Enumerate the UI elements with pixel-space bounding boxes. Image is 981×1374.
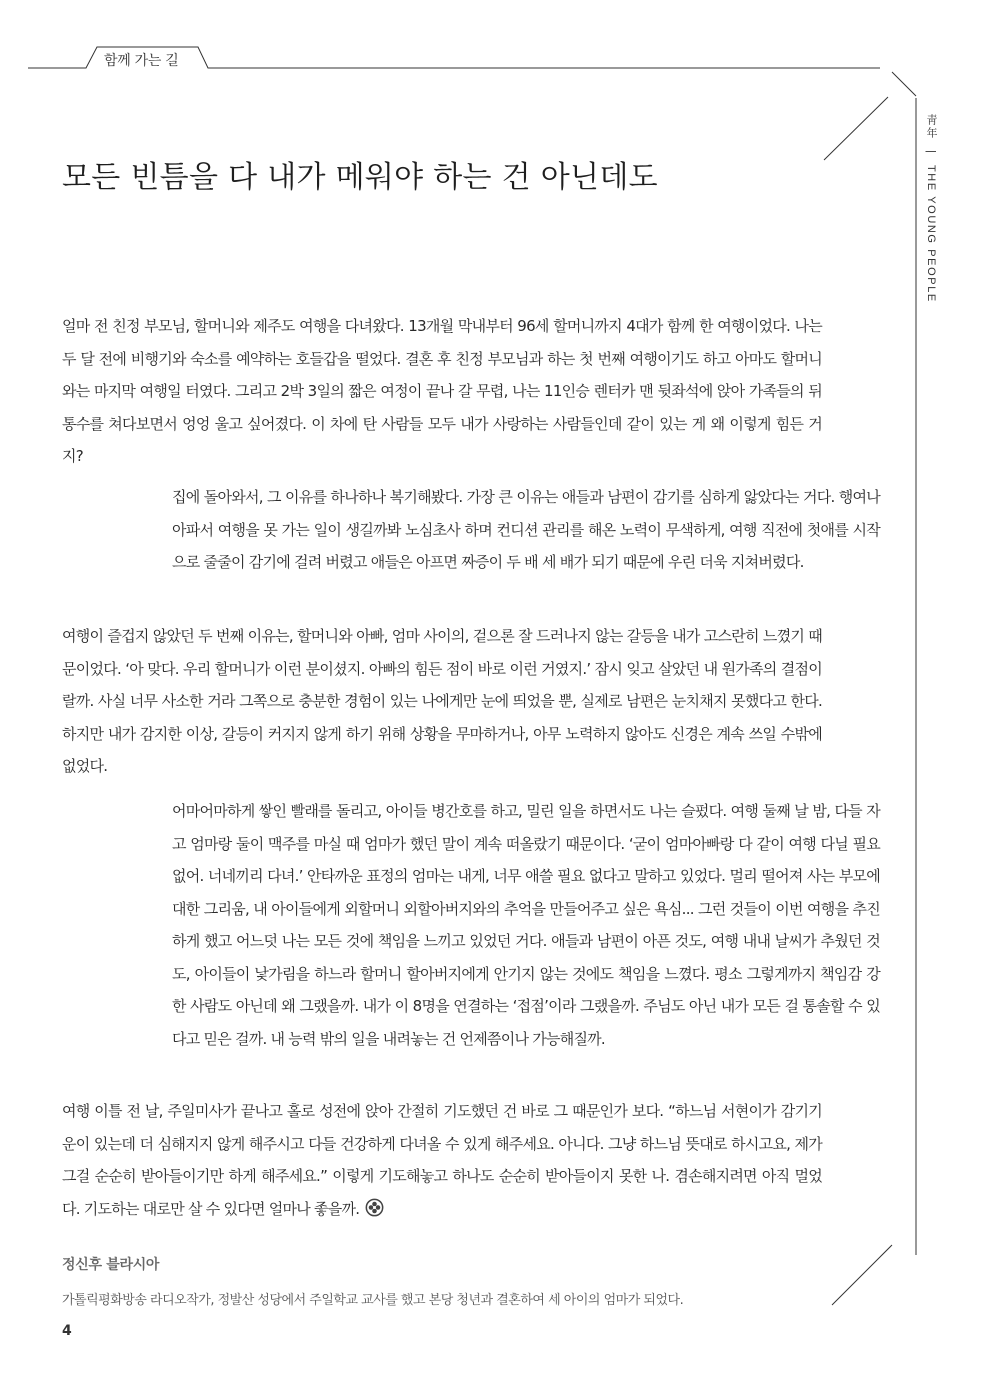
side-label-korean: 靑年 (925, 114, 937, 140)
side-label-separator: | (925, 149, 937, 155)
author-name: 정신후 블라시아 (62, 1257, 160, 1273)
article-paragraph-2-indented: 집에 돌아와서, 그 이유를 하나하나 복기해봤다. 가장 큰 이유는 애들과 남편이 감기를 심하게 앓았다는 거다. 행여나 아파서 여행을 못 가는 일이 생길까봐 노심초사 하며 컨디션 관리를 해온 노력이 무색하게, 여행 직전에 첫애를 시작으로 줄줄이 감기에 걸려 버렸고 애들은 아프면 짜증이 두 배 세 배가 되기 때문에 우린 더욱 지쳐버렸다. (172, 488, 880, 571)
header-diagonal-stroke (892, 72, 916, 96)
article-paragraph-1: 얼마 전 친정 부모님, 할머니와 제주도 여행을 다녀왔다. 13개월 막내부터 96세 할머니까지 4대가 함께 한 여행이었다. 나는 두 달 전에 비행기와 숙소를 예약하는 호들갑을 떨었다. 결혼 후 친정 부모님과 하는 첫 번째 여행이기도 하고 아마도 할머니와는 마지막 여행일 터였다. 그리고 2박 3일의 짧은 여정이 끝나 갈 무렵, 나는 11인승 렌터카 맨 뒷좌석에 앉아 가족들의 뒤통수를 쳐다보면서 엉엉 울고 싶어졌다. 이 차에 탄 사람들 모두 내가 사랑하는 사람들인데 같이 있는 게 왜 이렇게 힘든 거지? (62, 317, 822, 465)
upper-diagonal-stroke (824, 97, 888, 160)
article-title: 모든 빈틈을 다 내가 메워야 하는 건 아닌데도 (62, 160, 658, 195)
side-label (923, 114, 939, 303)
author-bio: 가톨릭평화방송 라디오작가, 정발산 성당에서 주일학교 교사를 했고 본당 청년과 결혼하여 세 아이의 엄마가 되었다. (62, 1293, 684, 1308)
flower-end-icon (365, 1198, 384, 1217)
article-paragraph-4-indented: 어마어마하게 쌓인 빨래를 돌리고, 아이들 병간호를 하고, 밀린 일을 하면서도 나는 슬펐다. 여행 둘째 날 밤, 다들 자고 엄마랑 둘이 맥주를 마실 때 엄마가 했던 말이 계속 떠올랐기 때문이다. ‘굳이 엄마아빠랑 다 같이 여행 다닐 필요 없어. 너네끼리 다녀.’ 안타까운 표정의 엄마는 내게, 너무 애쓸 필요 없다고 말하고 있었다. 멀리 떨어져 사는 부모에 대한 그리움, 내 아이들에게 외할머니 외할아버지와의 추억을 만들어주고 싶은 욕심... 그런 것들이 이번 여행을 추진하게 했고 어느덧 나는 모든 것에 책임을 느끼고 있었던 거다. 애들과 남편이 아픈 것도, 여행 내내 날씨가 추웠던 것도, 아이들이 낯가림을 하느라 할머니 할아버지에게 안기지 않는 것에도 책임을 느꼈다. 평소 그렇게까지 책임감 강한 사람도 아닌데 왜 그랬을까. 내가 이 8명을 연결하는 ‘접점’이라 그랬을까. 주님도 아닌 내가 모든 걸 통솔할 수 있다고 믿은 걸까. 내 능력 밖의 일을 내려놓는 건 언제쯤이나 가능해질까. (172, 802, 880, 1048)
side-label-english: THE YOUNG PEOPLE (925, 164, 937, 303)
section-tab-label: 함께 가는 길 (104, 53, 179, 69)
article-paragraph-3: 여행이 즐겁지 않았던 두 번째 이유는, 할머니와 아빠, 엄마 사이의, 겉으론 잘 드러나지 않는 갈등을 내가 고스란히 느꼈기 때문이었다. ‘아 맞다. 우리 할머니가 이런 분이셨지. 아빠의 힘든 점이 바로 이런 거였지.’ 잠시 잊고 살았던 내 원가족의 결점이랄까. 사실 너무 사소한 거라 그쪽으로 충분한 경험이 있는 나에게만 눈에 띄었을 뿐, 실제로 남편은 눈치채지 못했다고 한다. 하지만 내가 감지한 이상, 갈등이 커지지 않게 하기 위해 상황을 무마하거나, 아무 노력하지 않아도 신경은 계속 쓰일 수밖에 없었다. (62, 627, 822, 775)
page-number: 4 (62, 1323, 72, 1339)
lower-diagonal-stroke (832, 1245, 892, 1305)
article-paragraph-5-text: 여행 이틀 전 날, 주일미사가 끝나고 홀로 성전에 앉아 간절히 기도했던 건 바로 그 때문인가 보다. “하느님 서현이가 감기기운이 있는데 더 심해지지 않게 해주시고 다들 건강하게 다녀올 수 있게 해주세요. 아니다. 그냥 하느님 뜻대로 하시고요, 제가 그걸 순순히 받아들이기만 하게 해주세요.” 이렇게 기도해놓고 하나도 순순히 받아들이지 못한 나. 겸손해지려면 아직 멀었다. 기도하는 대로만 살 수 있다면 얼마나 좋을까. (62, 1102, 822, 1218)
article-paragraph-5 (62, 1095, 822, 1225)
